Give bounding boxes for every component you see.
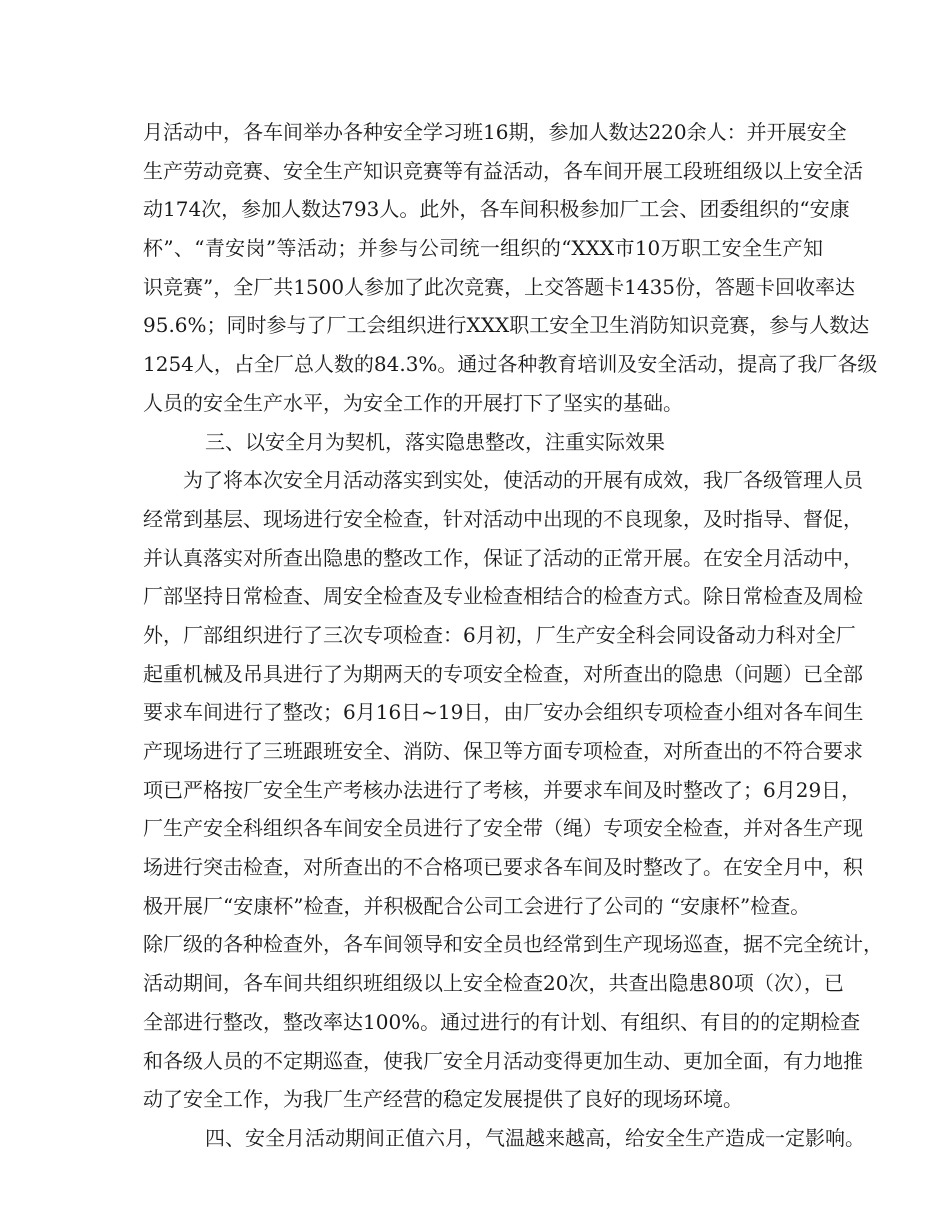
text-line: 经常到基层、现场进行安全检查，针对活动中出现的不良现象，及时指导、督促， xyxy=(143,506,863,531)
text-line: 厂部坚持日常检查、周安全检查及专业检查相结合的检查方式。除日常检查及周检 xyxy=(143,584,863,609)
text-line: 除厂级的各种检查外，各车间领导和安全员也经常到生产现场巡查，据不完全统计， xyxy=(143,932,883,957)
text-line: 动174次，参加人数达793人。此外，各车间积极参加厂工会、团委组织的“安康 xyxy=(143,197,850,222)
text-line: 识竞赛”，全厂共1500人参加了此次竞赛，上交答题卡1435份，答题卡回收率达 xyxy=(143,274,856,299)
text-line: 为了将本次安全月活动落实到实处，使活动的开展有成效，我厂各级管理人员 xyxy=(183,468,863,493)
document-body xyxy=(143,113,883,1158)
text-line: 场进行突击检查，对所查出的不合格项已要求各车间及时整改了。在安全月中，积 xyxy=(143,855,863,880)
text-line: 并认真落实对所查出隐患的整改工作，保证了活动的正常开展。在安全月活动中， xyxy=(143,545,863,570)
text-line: 产现场进行了三班跟班安全、消防、保卫等方面专项检查，对所查出的不符合要求 xyxy=(143,739,863,763)
text-line: 人员的安全生产水平，为安全工作的开展打下了坚实的基础。 xyxy=(143,390,683,415)
text-line: 极开展厂“安康杯”检查，并积极配合公司工会进行了公司的 “安康杯”检查。 xyxy=(143,893,811,918)
text-line: 要求车间进行了整改；6月16日~19日，由厂安办会组织专项检查小组对各车间生 xyxy=(143,700,864,725)
text-line: 起重机械及吊具进行了为期两天的专项安全检查，对所查出的隐患（问题）已全部 xyxy=(143,661,863,686)
section-heading: 四、安全月活动期间正值六月，气温越来越高，给安全生产造成一定影响。 xyxy=(205,1125,865,1150)
text-line: 动了安全工作，为我厂生产经营的稳定发展提供了良好的现场环境。 xyxy=(143,1087,743,1112)
text-line: 厂生产安全科组织各车间安全员进行了安全带（绳）专项安全检查，并对各生产现 xyxy=(143,816,863,841)
text-line: 全部进行整改，整改率达100%。通过进行的有计划、有组织、有目的的定期检查 xyxy=(143,1009,861,1034)
text-line: 活动期间，各车间共组织班组级以上安全检查20次，共查出隐患80项（次），已 xyxy=(143,971,844,996)
text-line: 和各级人员的不定期巡查，使我厂安全月活动变得更加生动、更加全面，有力地推 xyxy=(143,1048,863,1073)
text-line: 生产劳动竞赛、安全生产知识竞赛等有益活动，各车间开展工段班组级以上安全活 xyxy=(143,158,863,183)
text-line: 杯”、“青安岗”等活动；并参与公司统一组织的“XXX市10万职工安全生产知 xyxy=(143,236,823,261)
text-line: 1254人，占全厂总人数的84.3%。通过各种教育培训及安全活动，提高了我厂各级 xyxy=(143,352,878,377)
text-line: 月活动中，各车间举办各种安全学习班16期，参加人数达220余人：并开展安全 xyxy=(143,120,847,144)
text-line: 95.6%；同时参与了厂工会组织进行XXX职工安全卫生消防知识竞赛，参与人数达 xyxy=(143,313,870,338)
section-heading: 三、以安全月为契机，落实隐患整改，注重实际效果 xyxy=(205,429,665,454)
text-line: 外，厂部组织进行了三次专项检查：6月初，厂生产安全科会同设备动力科对全厂 xyxy=(143,622,856,647)
text-line: 项已严格按厂安全生产考核办法进行了考核，并要求车间及时整改了；6月29日， xyxy=(143,777,862,802)
